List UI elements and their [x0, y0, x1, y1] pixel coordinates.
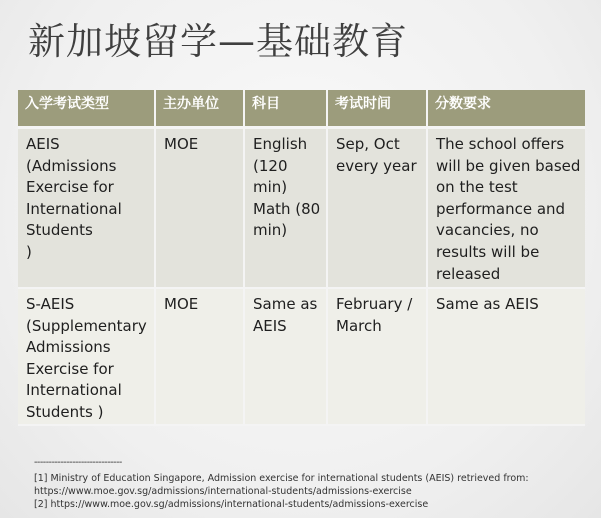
slide-title: 新加坡留学—基础教育 [28, 20, 408, 63]
cell-line: AEIS [26, 135, 60, 153]
header-exam-time: 考试时间 [327, 90, 427, 128]
table-row [18, 128, 585, 289]
cell-line: International [26, 381, 122, 400]
cell-line: Math (80 [253, 199, 321, 218]
cell-line: Students ) [26, 402, 104, 421]
cell-line: MOE [164, 295, 199, 313]
cell-organizer [155, 288, 244, 425]
cell-exam-time [327, 128, 427, 289]
cell-line: Same as [253, 295, 318, 313]
cell-exam-type [18, 128, 155, 289]
footnote-2: [2] https://www.moe.gov.sg/admissions/international-students/admissions-exercise [34, 499, 429, 510]
cell-line: Exercise for [26, 359, 114, 378]
cell-line: S-AEIS [26, 295, 75, 313]
cell-line: results will be [436, 242, 540, 261]
cell-line: Exercise for [26, 178, 114, 197]
cell-line: Students [26, 221, 93, 240]
footnotes [34, 456, 594, 511]
cell-line: on the test [436, 178, 518, 197]
cell-line: (120 [253, 156, 288, 175]
cell-exam-type [18, 288, 155, 425]
cell-line: min) [253, 221, 288, 240]
footnote-1: [1] Ministry of Education Singapore, Admission exercise for international students (AEIS) retrieved from: [34, 473, 529, 484]
cell-line: min) [253, 178, 288, 197]
cell-score-requirement [427, 128, 585, 289]
header-subjects: 科目 [244, 90, 327, 128]
cell-line: vacancies, no [436, 221, 539, 240]
cell-line: (Supplementary [26, 316, 147, 335]
cell-line: will be given based [436, 156, 581, 175]
cell-line: International [26, 199, 122, 218]
cell-subjects [244, 288, 327, 425]
footnote-divider: ------------------------------ [34, 457, 122, 468]
header-organizer: 主办单位 [155, 90, 244, 128]
cell-line: Sep, Oct [336, 135, 400, 153]
cell-line: Admissions [26, 338, 111, 357]
header-score-requirement: 分数要求 [427, 90, 585, 128]
cell-line: February / [336, 295, 413, 313]
footnote-1-url: https://www.moe.gov.sg/admissions/international-students/admissions-exercise [34, 486, 412, 497]
cell-line: every year [336, 156, 417, 175]
cell-line: performance and [436, 199, 566, 218]
cell-line: AEIS [253, 316, 287, 335]
cell-subjects [244, 128, 327, 289]
cell-line: Same as AEIS [436, 295, 539, 313]
table-header-row [18, 90, 585, 128]
cell-organizer [155, 128, 244, 289]
table-row [18, 288, 585, 425]
cell-line: MOE [164, 135, 199, 153]
cell-line: March [336, 316, 382, 335]
cell-line: ) [26, 242, 32, 261]
cell-line: (Admissions [26, 156, 117, 175]
cell-line: English [253, 135, 308, 153]
header-exam-type: 入学考试类型 [18, 90, 155, 128]
admissions-table [18, 90, 585, 426]
cell-score-requirement [427, 288, 585, 425]
cell-line: released [436, 264, 501, 283]
cell-line: The school offers [436, 135, 565, 153]
cell-exam-time [327, 288, 427, 425]
